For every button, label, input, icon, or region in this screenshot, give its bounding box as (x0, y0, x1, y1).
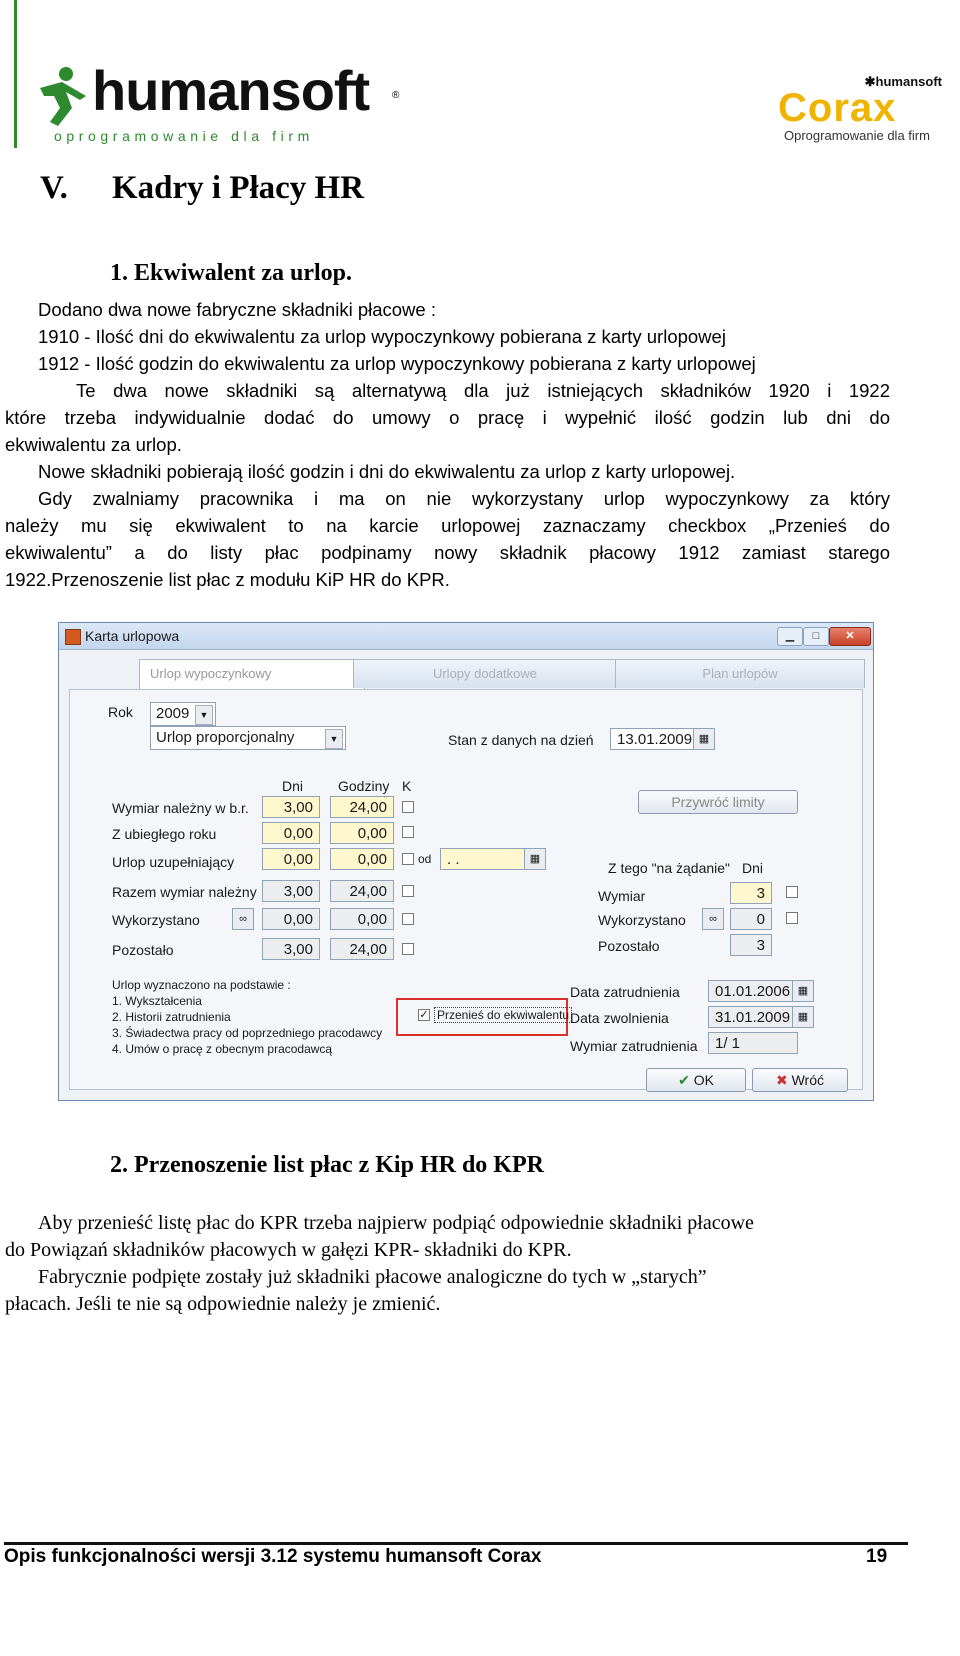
rok-select[interactable]: 2009 ▼ (150, 702, 216, 726)
s2-para1-line-1: Aby przenieść listę płac do KPR trzeba najpierw podpiąć odpowiednie składniki płacowe (38, 1212, 754, 1234)
ok-button[interactable]: ✔ OK (646, 1068, 746, 1092)
nz-label: Wymiar (598, 888, 646, 904)
section1-line-3: 1912 - Ilość godzin do ekwiwalentu za urlop wypoczynkowy pobierana z karty urlopowej (38, 353, 756, 374)
corax-brand: ✱humansoft (864, 74, 942, 89)
dni-field: 3,00 (262, 938, 320, 960)
para4-line-2: należy mu się ekwiwalent to na karcie urlopowej zaznaczamy checkbox „Przenieś do (5, 515, 890, 536)
k-checkbox[interactable] (402, 913, 414, 925)
para4-line-1: Gdy zwalniamy pracownika i ma on nie wykorzystany urlop wypoczynkowy za który (38, 488, 890, 509)
godziny-field[interactable]: 24,00 (330, 796, 394, 818)
row-label: Wykorzystano (112, 912, 200, 928)
stan-date-field[interactable]: 13.01.2009 (610, 728, 710, 750)
godziny-field[interactable]: 0,00 (330, 848, 394, 870)
basis-item: 2. Historii zatrudnienia (112, 1010, 231, 1024)
calendar-icon[interactable]: ▦ (524, 848, 546, 870)
dni-field: 3,00 (262, 880, 320, 902)
stan-label: Stan z danych na dzień (448, 732, 594, 748)
para4-line-3: ekwiwalentu” a do listy płac podpinamy nowy składnik płacowy 1912 zamiast starego (5, 542, 890, 563)
section1-title: 1. Ekwiwalent za urlop. (110, 260, 353, 286)
data-zatr-field: 01.01.2006 (708, 980, 798, 1002)
na-zadanie-label: Z tego "na żądanie" (608, 860, 731, 876)
k-checkbox[interactable] (402, 826, 414, 838)
od-label: od (418, 852, 432, 866)
humansoft-figure-icon (36, 66, 92, 130)
na-zadanie-dni: Dni (742, 860, 764, 876)
chevron-down-icon: ▼ (325, 729, 343, 749)
humansoft-logo (36, 59, 400, 150)
k-checkbox[interactable] (402, 943, 414, 955)
para2-line-2: które trzeba indywidualnie dodać do umowy o pracę i wypełnić ilość godzin lub dni do (5, 407, 890, 428)
dni-field[interactable]: 0,00 (262, 822, 320, 844)
przenies-checkbox[interactable]: ✓ (419, 1009, 429, 1021)
data-zwol-label: Data zwolnienia (570, 1010, 669, 1026)
dialog-title: Karta urlopowa (85, 628, 180, 644)
section1-line-2: 1910 - Ilość dni do ekwiwalentu za urlop wypoczynkowy pobierana z karty urlopowej (38, 326, 726, 347)
nz-checkbox[interactable] (786, 886, 798, 898)
para3: Nowe składniki pobierają ilość godzin i dni do ekwiwalentu za urlop z karty urlopowej. (38, 461, 736, 482)
page-number: 19 (866, 1546, 888, 1567)
col-dni: Dni (282, 778, 304, 794)
data-zatr-label: Data zatrudnienia (570, 984, 680, 1000)
k-checkbox[interactable] (402, 801, 414, 813)
corax-logo (778, 74, 948, 144)
wymiar-zatr-label: Wymiar zatrudnienia (570, 1038, 698, 1054)
przywroc-limity-button[interactable]: Przywróć limity (638, 790, 798, 814)
nz-field[interactable]: 3 (730, 882, 772, 904)
maximize-button[interactable]: □ (803, 627, 829, 646)
humansoft-wordmark: humansoft (92, 59, 370, 122)
tab-bar (69, 659, 863, 689)
data-zwol-field[interactable]: 31.01.2009 (708, 1006, 798, 1028)
nz-label: Wykorzystano (598, 912, 686, 928)
tab-urlopy-dodatkowe[interactable]: Urlopy dodatkowe (353, 659, 617, 688)
s2-para1-line-2: do Powiązań składników płacowych w gałęzi KPR- składniki do KPR. (5, 1239, 572, 1261)
row-label: Razem wymiar należny (112, 884, 257, 900)
tab-panel (69, 689, 863, 1090)
dni-field: 0,00 (262, 908, 320, 930)
rok-label: Rok (108, 704, 133, 720)
glasses-icon[interactable]: ∞ (702, 908, 724, 930)
close-icon: ✖ (775, 1072, 792, 1088)
footer-text: Opis funkcjonalności wersji 3.12 systemu humansoft Corax (4, 1546, 542, 1567)
godziny-field: 24,00 (330, 880, 394, 902)
nz-label: Pozostało (598, 938, 660, 954)
humansoft-tagline: oprogramowanie dla firm (54, 128, 314, 144)
row-label: Pozostało (112, 942, 174, 958)
close-button[interactable]: ✕ (829, 627, 871, 646)
chapter-heading: V. Kadry i Płacy HR (40, 170, 365, 206)
col-godziny: Godziny (338, 778, 390, 794)
przenies-label[interactable]: Przenieś do ekwiwalentu (434, 1007, 572, 1023)
para2-line-1: Te dwa nowe składniki są alternatywą dla już istniejących składników 1920 i 1922 (76, 380, 890, 401)
para4-line-4: 1922.Przenoszenie list płac z modułu KiP HR do KPR. (5, 569, 450, 590)
row-label: Z ubiegłego roku (112, 826, 217, 842)
calendar-icon[interactable]: ▦ (792, 1006, 814, 1028)
corax-wordmark: Corax (778, 86, 897, 130)
nz-field: 0 (730, 908, 772, 930)
urlop-type-select[interactable]: Urlop proporcjonalny ▼ (150, 726, 346, 750)
godziny-field: 0,00 (330, 908, 394, 930)
registered-mark: ® (392, 90, 400, 101)
wroc-button[interactable]: ✖ Wróć (752, 1068, 848, 1092)
godziny-field: 24,00 (330, 938, 394, 960)
k-checkbox[interactable] (402, 885, 414, 897)
karta-urlopowa-dialog (58, 622, 874, 1101)
basis-item: 1. Wykształcenia (112, 994, 202, 1008)
row-label: Urlop uzupełniający (112, 854, 235, 870)
para2-line-3: ekwiwalentu za urlop. (5, 434, 182, 455)
s2-para2-line-2: płacach. Jeśli te nie są odpowiednie należy je zmienić. (5, 1293, 441, 1315)
row-label: Wymiar należny w b.r. (112, 800, 249, 816)
section1-line-1: Dodano dwa nowe fabryczne składniki płacowe : (38, 299, 436, 320)
left-accent-line (14, 0, 17, 148)
glasses-icon[interactable]: ∞ (232, 908, 254, 930)
dialog-titlebar (59, 623, 873, 650)
nz-checkbox[interactable] (786, 912, 798, 924)
k-checkbox[interactable] (402, 853, 414, 865)
dni-field[interactable]: 0,00 (262, 848, 320, 870)
basis-item: 4. Umów o pracę z obecnym pracodawcą (112, 1042, 333, 1056)
s2-para2-line-1: Fabrycznie podpięte zostały już składniki płacowe analogiczne do tych w „starych” (38, 1266, 707, 1288)
tab-urlop-wypoczynkowy[interactable]: Urlop wypoczynkowy (139, 659, 365, 691)
basis-title: Urlop wyznaczono na podstawie : (112, 978, 291, 992)
basis-item: 3. Świadectwa pracy od poprzedniego pracodawcy (112, 1026, 383, 1040)
tab-plan-urlopow[interactable]: Plan urlopów (615, 659, 865, 688)
col-k: K (402, 778, 412, 794)
footer-divider (4, 1542, 908, 1545)
corax-tagline: Oprogramowanie dla firm (784, 128, 930, 143)
wymiar-zatr-field: 1/ 1 (708, 1032, 798, 1054)
calendar-icon[interactable]: ▦ (792, 980, 814, 1002)
chevron-down-icon: ▼ (195, 705, 213, 725)
nz-field: 3 (730, 934, 772, 956)
check-icon: ✔ (678, 1072, 694, 1088)
section2-title: 2. Przenoszenie list płac z Kip HR do KPR (110, 1152, 544, 1178)
godziny-field[interactable]: 0,00 (330, 822, 394, 844)
dni-field[interactable]: 3,00 (262, 796, 320, 818)
minimize-button[interactable]: ▁ (777, 627, 803, 646)
od-date-field[interactable]: . . (440, 848, 536, 870)
calendar-icon[interactable]: ▦ (693, 728, 715, 750)
app-icon (65, 629, 81, 645)
